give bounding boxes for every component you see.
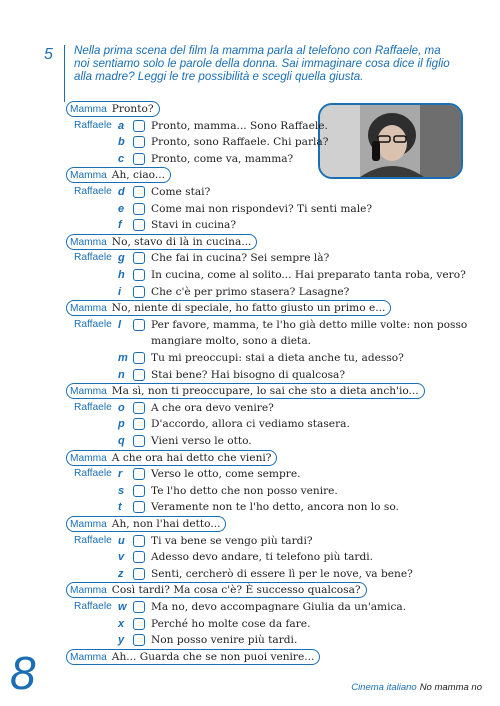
answer-option	[0, 599, 500, 615]
option-letter: g	[118, 252, 125, 265]
mamma-line	[0, 450, 500, 466]
option-text: Come stai?	[151, 186, 211, 198]
mamma-line	[0, 649, 500, 665]
option-text: Che fai in cucina? Sei sempre là?	[151, 252, 330, 265]
option-text: Vieni verso le otto.	[151, 435, 252, 447]
answer-option	[0, 466, 500, 482]
option-text: Pronto, mamma... Sono Raffaele.	[151, 119, 328, 132]
option-letter: b	[118, 136, 125, 149]
raffaele-label: Raffaele	[74, 186, 112, 197]
mamma-line-text: No, stavo di là in cucina...	[111, 235, 252, 248]
mamma-line	[0, 167, 500, 183]
option-checkbox[interactable]	[133, 468, 145, 480]
option-letter: y	[118, 634, 125, 647]
instruction-divider	[64, 45, 65, 102]
option-letter: u	[118, 534, 125, 547]
option-letter: n	[118, 368, 125, 381]
option-text: In cucina, come al solito... Hai preparato tanta roba, vero?	[151, 269, 466, 281]
option-checkbox[interactable]	[133, 535, 145, 547]
option-letter: d	[118, 186, 125, 198]
answer-option	[0, 267, 500, 283]
answer-option	[0, 317, 500, 333]
option-letter: z	[118, 567, 124, 580]
answer-option	[0, 284, 500, 300]
mamma-line-bubble	[66, 516, 226, 532]
option-letter: a	[118, 119, 125, 132]
option-checkbox[interactable]	[133, 551, 145, 563]
footer-section: Cinema italiano	[351, 682, 417, 693]
option-letter: i	[118, 285, 122, 298]
option-checkbox[interactable]	[133, 352, 145, 364]
answer-option	[0, 134, 500, 150]
option-text: Verso le otto, come sempre.	[151, 468, 301, 481]
option-checkbox[interactable]	[133, 153, 145, 165]
answer-option	[0, 533, 500, 549]
answer-option	[0, 499, 500, 515]
answer-option	[0, 433, 500, 449]
answer-option	[0, 184, 500, 200]
option-text: Che c'è per primo stasera? Lasagne?	[151, 285, 350, 298]
mamma-line-bubble	[66, 167, 171, 183]
footer	[351, 682, 482, 693]
option-checkbox[interactable]	[133, 136, 145, 148]
option-text: Te l'ho detto che non posso venire.	[151, 484, 338, 497]
speaker-label: Mamma	[70, 303, 107, 315]
answer-option	[0, 367, 500, 383]
option-letter: e	[118, 202, 125, 215]
mamma-line-text: No, niente di speciale, ho fatto giusto un primo e...	[111, 302, 386, 315]
answer-option	[0, 632, 500, 648]
option-checkbox[interactable]	[133, 485, 145, 497]
option-text: Veramente non te l'ho detto, ancora non lo so.	[151, 501, 399, 514]
option-text: Ti va bene se vengo più tardi?	[151, 534, 313, 547]
speaker-label: Mamma	[70, 236, 107, 248]
option-text: Ma no, devo accompagnare Giulia da un'amica.	[151, 601, 407, 613]
option-checkbox[interactable]	[133, 601, 145, 613]
answer-option	[0, 549, 500, 565]
raffaele-label: Raffaele	[74, 318, 112, 330]
mamma-line-text: A che ora hai detto che vieni?	[111, 451, 272, 464]
option-checkbox[interactable]	[133, 203, 145, 215]
mamma-line-bubble	[66, 383, 425, 399]
mamma-line-text: Ah, non l'hai detto...	[111, 518, 221, 530]
option-letter: v	[118, 551, 125, 564]
option-checkbox[interactable]	[133, 269, 145, 281]
page-number: 8	[10, 647, 36, 699]
raffaele-label: Raffaele	[74, 401, 112, 413]
option-checkbox[interactable]	[133, 286, 145, 298]
option-text: Non posso venire più tardi.	[151, 634, 298, 647]
option-text: Pronto, come va, mamma?	[151, 152, 294, 165]
option-checkbox[interactable]	[133, 219, 145, 231]
mamma-line-bubble	[66, 234, 257, 250]
mamma-line	[0, 234, 500, 250]
option-text: D'accordo, allora ci vediamo stasera.	[151, 418, 350, 431]
option-checkbox[interactable]	[133, 501, 145, 513]
option-text: Come mai non rispondevi? Ti senti male?	[151, 202, 373, 215]
raffaele-label: Raffaele	[74, 601, 112, 612]
mamma-line-bubble	[66, 582, 367, 598]
mamma-line-bubble	[66, 649, 320, 665]
answer-option	[0, 350, 500, 366]
answer-option	[0, 416, 500, 432]
option-letter: f	[118, 219, 122, 232]
raffaele-label: Raffaele	[74, 252, 112, 264]
option-text: Adesso devo andare, ti telefono più tardi.	[151, 551, 374, 564]
mamma-line	[0, 516, 500, 532]
option-text: A che ora devo venire?	[151, 401, 274, 414]
option-letter: c	[118, 152, 125, 165]
answer-option	[0, 566, 500, 582]
answer-option	[0, 616, 500, 632]
answer-option	[0, 333, 500, 349]
option-text: Stavi in cucina?	[151, 219, 237, 232]
option-letter: m	[118, 352, 128, 364]
option-text: Tu mi preoccupi: stai a dieta anche tu, adesso?	[151, 352, 404, 364]
exercise-number: 5	[44, 46, 53, 63]
speaker-label: Mamma	[70, 519, 107, 530]
mamma-line	[0, 582, 500, 598]
mamma-line-text: Ah, ciao...	[111, 169, 165, 182]
option-checkbox[interactable]	[133, 120, 145, 132]
speaker-label: Mamma	[70, 104, 107, 115]
option-letter: l	[118, 318, 122, 331]
mamma-line	[0, 383, 500, 399]
speaker-label: Mamma	[70, 452, 107, 464]
raffaele-label: Raffaele	[74, 119, 112, 131]
option-text: Perché ho molte cose da fare.	[151, 617, 311, 630]
exercise-instruction: Nella prima scena del film la mamma parla al telefono con Raffaele, ma noi sentiamo solo le parole della donna. Sai immaginare cosa dice il figlio alla madre? Leggi le tre possibilità e scegli quella giusta.	[74, 44, 450, 84]
answer-option	[0, 201, 500, 217]
mamma-line-bubble	[66, 450, 277, 466]
speaker-label: Mamma	[70, 585, 107, 597]
option-text: Per favore, mamma, te l'ho già detto mille volte: non posso	[151, 318, 468, 331]
option-letter: w	[118, 601, 127, 613]
mamma-line	[0, 300, 500, 316]
raffaele-label: Raffaele	[74, 534, 112, 546]
option-letter: p	[118, 418, 125, 431]
option-text: mangiare molto, sono a dieta.	[151, 335, 311, 348]
mamma-line-bubble	[66, 101, 160, 117]
option-text: Stai bene? Hai bisogno di qualcosa?	[151, 368, 346, 381]
mamma-line-bubble	[66, 300, 391, 316]
mamma-line-text: Ma sì, non ti preoccupare, lo sai che sto a dieta anch'io...	[111, 385, 419, 398]
speaker-label: Mamma	[70, 651, 107, 663]
mamma-line-text: Così tardi? Ma cosa c'è? È successo qualcosa?	[111, 584, 361, 597]
option-checkbox[interactable]	[133, 319, 145, 331]
answer-option	[0, 250, 500, 266]
option-checkbox[interactable]	[133, 186, 145, 198]
option-letter: r	[118, 468, 123, 481]
option-checkbox[interactable]	[133, 252, 145, 264]
answer-option	[0, 118, 500, 134]
speaker-label: Mamma	[70, 170, 107, 182]
option-letter: q	[118, 435, 125, 447]
option-letter: t	[118, 501, 122, 514]
speaker-label: Mamma	[70, 386, 107, 398]
option-checkbox[interactable]	[133, 402, 145, 414]
mamma-line-text: Pronto?	[111, 103, 154, 115]
option-letter: o	[118, 401, 125, 414]
answer-option	[0, 217, 500, 233]
option-checkbox[interactable]	[133, 418, 145, 430]
option-checkbox[interactable]	[133, 634, 145, 646]
option-text: Pronto, sono Raffaele. Chi parla?	[151, 136, 329, 149]
footer-title: No mamma no	[419, 682, 482, 693]
mamma-line-text: Ah... Guarda che se non puoi venire...	[111, 650, 315, 663]
raffaele-label: Raffaele	[74, 468, 112, 480]
option-letter: s	[118, 484, 125, 497]
option-checkbox[interactable]	[133, 435, 145, 447]
answer-option	[0, 483, 500, 499]
mamma-line	[0, 101, 500, 117]
answer-option	[0, 400, 500, 416]
answer-option	[0, 151, 500, 167]
option-checkbox[interactable]	[133, 369, 145, 381]
option-letter: x	[118, 617, 125, 630]
option-text: Senti, cercherò di essere lì per le nove, va bene?	[151, 567, 413, 580]
option-checkbox[interactable]	[133, 568, 145, 580]
option-checkbox[interactable]	[133, 618, 145, 630]
option-letter: h	[118, 269, 125, 281]
